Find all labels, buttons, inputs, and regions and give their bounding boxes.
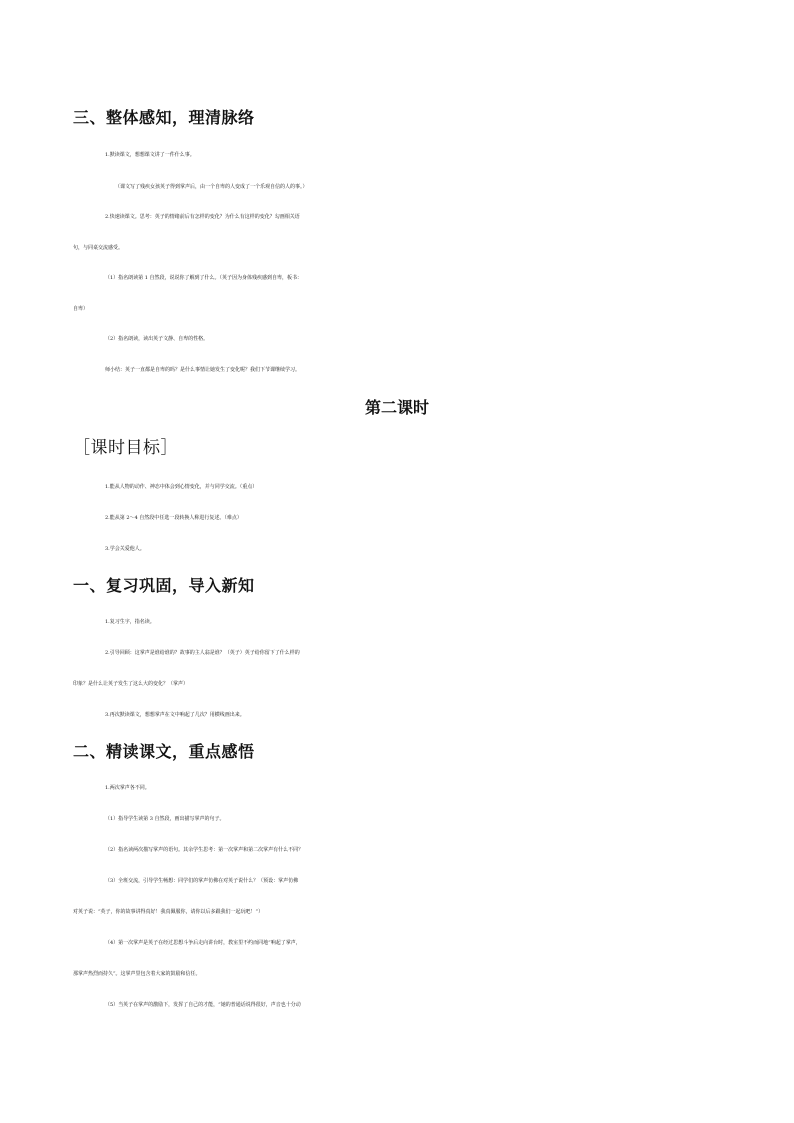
section3-item2-line1: 2.快速读课文。思考：英子的情绪前后有怎样的变化？为什么有这样的变化？勾画相关语 <box>105 214 300 220</box>
section3-item2-line2: 句，与同桌交流感受。 <box>73 245 124 251</box>
section1-item2-line2: 印象？是什么让英子发生了这么大的变化？（掌声） <box>73 681 189 687</box>
section2-sub4-line1: （4）第一次掌声是英子在经过思想斗争后走向讲台时，教室里不约而同地“响起了掌声， <box>105 940 301 946</box>
section3-sub1-line2: 自卑） <box>73 306 89 312</box>
section1-item2-line1: 2.引导回顾：这掌声是谁给谁的？故事的主人翁是谁？（英子）英子给你留下了什么样的 <box>105 650 300 656</box>
section3-summary: 师小结：英子一直都是自卑的吗？是什么事情让她发生了变化呢？我们下节课继续学习。 <box>105 367 301 373</box>
section2-sub3-line2: 对英子说：“英子，你的故事讲得真好！我真佩服你，请你以后多跟我们一起玩吧！”） <box>73 909 264 915</box>
lesson2-goal3: 3.学会关爱他人。 <box>105 546 145 552</box>
section2-heading: 二、精读课文，重点感悟 <box>73 742 255 761</box>
section1-item3: 3.再次默读课文，想想掌声在文中响起了几次？用横线画出来。 <box>105 712 245 718</box>
section3-sub1-line1: （1）指名朗读第 1 自然段，说说你了解到了什么。（英子因为身体残疾感到自卑，板书： <box>105 275 303 281</box>
lesson2-goal2: 2.能从第 2～4 自然段中任选一段转换人称进行复述。（难点） <box>105 515 242 521</box>
lesson2-title: 第二课时 <box>364 398 429 417</box>
section1-heading: 一、复习巩固，导入新知 <box>73 576 255 595</box>
section3-sub2: （2）指名朗读，读出英子文静、自卑的性格。 <box>105 336 209 342</box>
section3-item1: 1.默读课文，想想课文讲了一件什么事。 <box>105 152 195 158</box>
section2-sub3-line1: （3）全班交流，引导学生畅想：同学们的掌声仿佛在对英子说什么？（预设：掌声仿佛 <box>105 878 299 884</box>
section2-sub2: （2）指名读两次描写掌声的语句。其余学生思考：第一次掌声和第二次掌声有什么不同？ <box>105 847 304 853</box>
section2-sub4-line2: 那掌声热烈而持久”。这掌声里包含着大家的鼓励和信任。 <box>73 971 201 977</box>
section2-item1: 1.两次掌声各不同。 <box>105 785 150 791</box>
section1-item1: 1.复习生字，指名读。 <box>105 619 155 625</box>
section3-heading: 三、整体感知，理清脉络 <box>73 108 255 127</box>
section2-sub5-line1: （5）当英子在掌声的激励下，发挥了自己的才能，“她的普通话说得很好，声音也十分动 <box>105 1002 301 1008</box>
lesson2-goal1: 1.能从人物的动作、神态中体会到心情变化，并与同学交流。（重点） <box>105 484 258 490</box>
section3-item1-answer: （课文写了残疾女孩英子得到掌声后，由一个自卑的人变成了一个乐观自信的人的事。） <box>115 184 308 190</box>
section2-sub1: （1）指导学生读第 3 自然段，画出描写掌声的句子。 <box>105 816 225 822</box>
lesson2-goals-heading: ［课时目标］ <box>73 438 178 458</box>
